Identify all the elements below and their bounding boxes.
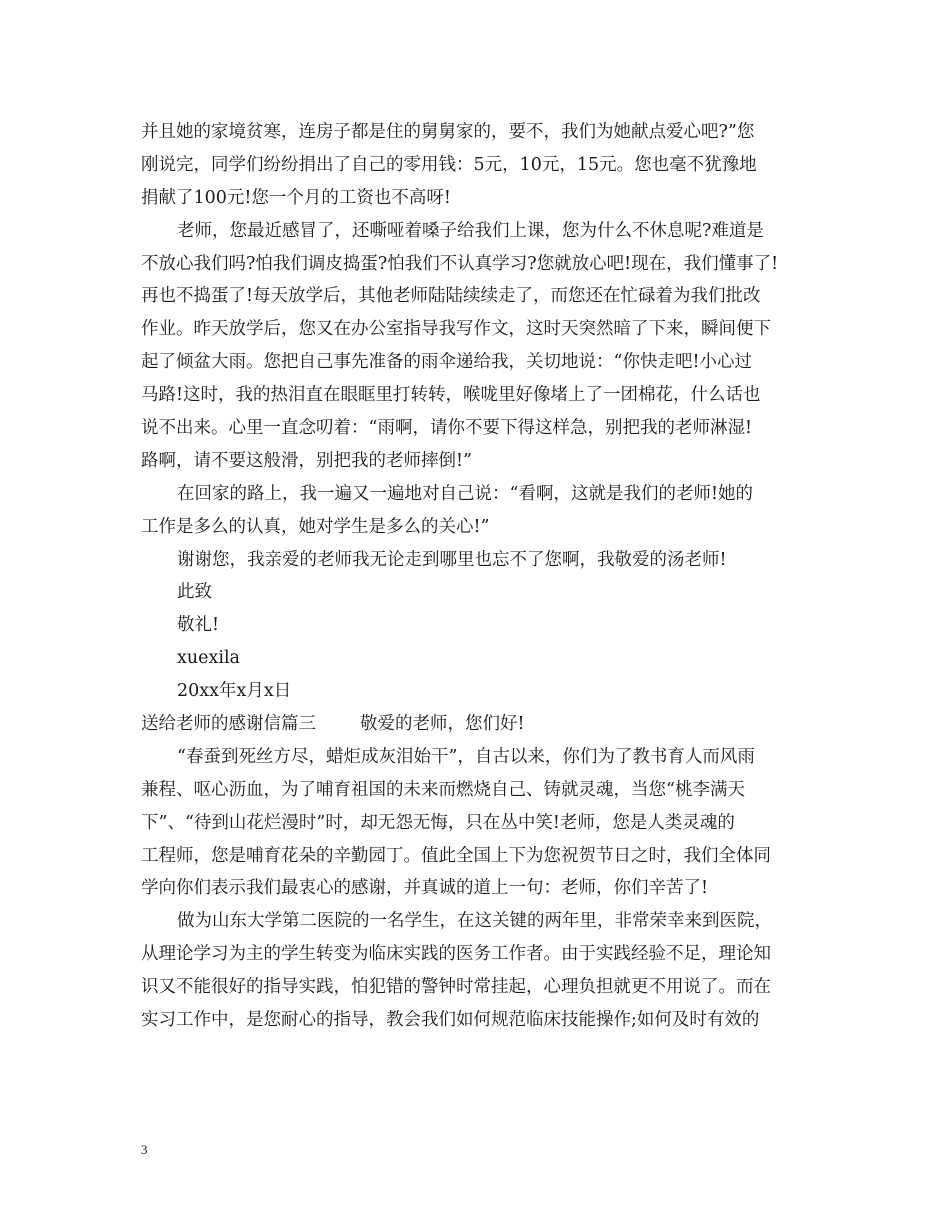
paragraph-line: 刚说完，同学们纷纷捐出了自己的零用钱：5元，10元，15元。您也毫不犹豫地 bbox=[141, 154, 757, 175]
signature-line: xuexila bbox=[177, 648, 240, 669]
salutation-line: 敬礼! bbox=[177, 615, 220, 636]
paragraph-line: 马路!这时，我的热泪直在眼眶里打转转，喉咙里好像堵上了一团棉花，什么话也 bbox=[141, 385, 761, 406]
paragraph-line: 起了倾盆大雨。您把自己事先准备的雨伞递给我，关切地说：“你快走吧!小心过 bbox=[141, 352, 752, 373]
paragraph-line: 实习工作中，是您耐心的指导，教会我们如何规范临床技能操作;如何及时有效的 bbox=[141, 1010, 760, 1031]
paragraph-line: 工作是多么的认真，她对学生是多么的关心!” bbox=[141, 516, 490, 537]
paragraph-line: 做为山东大学第二医院的一名学生，在这关键的两年里，非常荣幸来到医院， bbox=[177, 911, 772, 932]
closing-line: 此致 bbox=[177, 582, 212, 603]
paragraph-line: 说不出来。心里一直念叨着：“雨啊，请你不要下得这样急，别把我的老师淋湿! bbox=[141, 418, 752, 439]
paragraph-line: 兼程、呕心沥血，为了哺育祖国的未来而燃烧自己、铸就灵魂，当您“桃李满天 bbox=[141, 779, 745, 800]
paragraph-line: 学向你们表示我们最衷心的感谢，并真诚的道上一句：老师，你们辛苦了! bbox=[141, 878, 709, 899]
section-heading: 送给老师的感谢信篇三 bbox=[141, 714, 316, 735]
paragraph-line: 再也不捣蛋了!每天放学后，其他老师陆陆续续走了，而您还在忙碌着为我们批改 bbox=[141, 286, 761, 307]
paragraph-line: 作业。昨天放学后，您又在办公室指导我写作文，这时天突然暗了下来，瞬间便下 bbox=[141, 319, 771, 340]
paragraph-line: “春蚕到死丝方尽，蜡炬成灰泪始干”，自古以来，你们为了教书育人而风雨 bbox=[177, 746, 755, 767]
paragraph-line: 下”、“待到山花烂漫时”时，却无怨无悔，只在丛中笑!老师，您是人类灵魂的 bbox=[141, 812, 735, 833]
document-body bbox=[141, 116, 821, 1037]
paragraph-line: 老师，您最近感冒了，还嘶哑着嗓子给我们上课，您为什么不休息呢?难道是 bbox=[177, 220, 764, 241]
date-line: 20xx年x月x日 bbox=[177, 681, 292, 702]
paragraph-line: 谢谢您，我亲爱的老师我无论走到哪里也忘不了您啊，我敬爱的汤老师! bbox=[177, 549, 727, 570]
paragraph-line: 路啊，请不要这般滑，别把我的老师摔倒!” bbox=[141, 450, 472, 471]
paragraph-line: 并且她的家境贫寒，连房子都是住的舅舅家的，要不，我们为她献点爱心吧?”您 bbox=[141, 122, 755, 142]
paragraph-line: 捐献了100元!您一个月的工资也不高呀! bbox=[141, 187, 451, 208]
paragraph-line: 工程师，您是哺育花朵的辛勤园丁。值此全国上下为您祝贺节日之时，我们全体同 bbox=[141, 845, 771, 866]
paragraph-line: 从理论学习为主的学生转变为临床实践的医务工作者。由于实践经验不足，理论知 bbox=[141, 944, 771, 965]
greeting: 敬爱的老师，您们好! bbox=[360, 714, 525, 735]
section-heading-line bbox=[141, 708, 821, 741]
paragraph-line: 识又不能很好的指导实践，怕犯错的警钟时常挂起，心理负担就更不用说了。而在 bbox=[141, 977, 771, 998]
page-number: 3 bbox=[141, 1142, 148, 1157]
paragraph-line: 在回家的路上，我一遍又一遍地对自己说：“看啊，这就是我们的老师!她的 bbox=[177, 483, 753, 504]
paragraph-line: 不放心我们吗?怕我们调皮捣蛋?怕我们不认真学习?您就放心吧!现在，我们懂事了! bbox=[141, 253, 779, 274]
